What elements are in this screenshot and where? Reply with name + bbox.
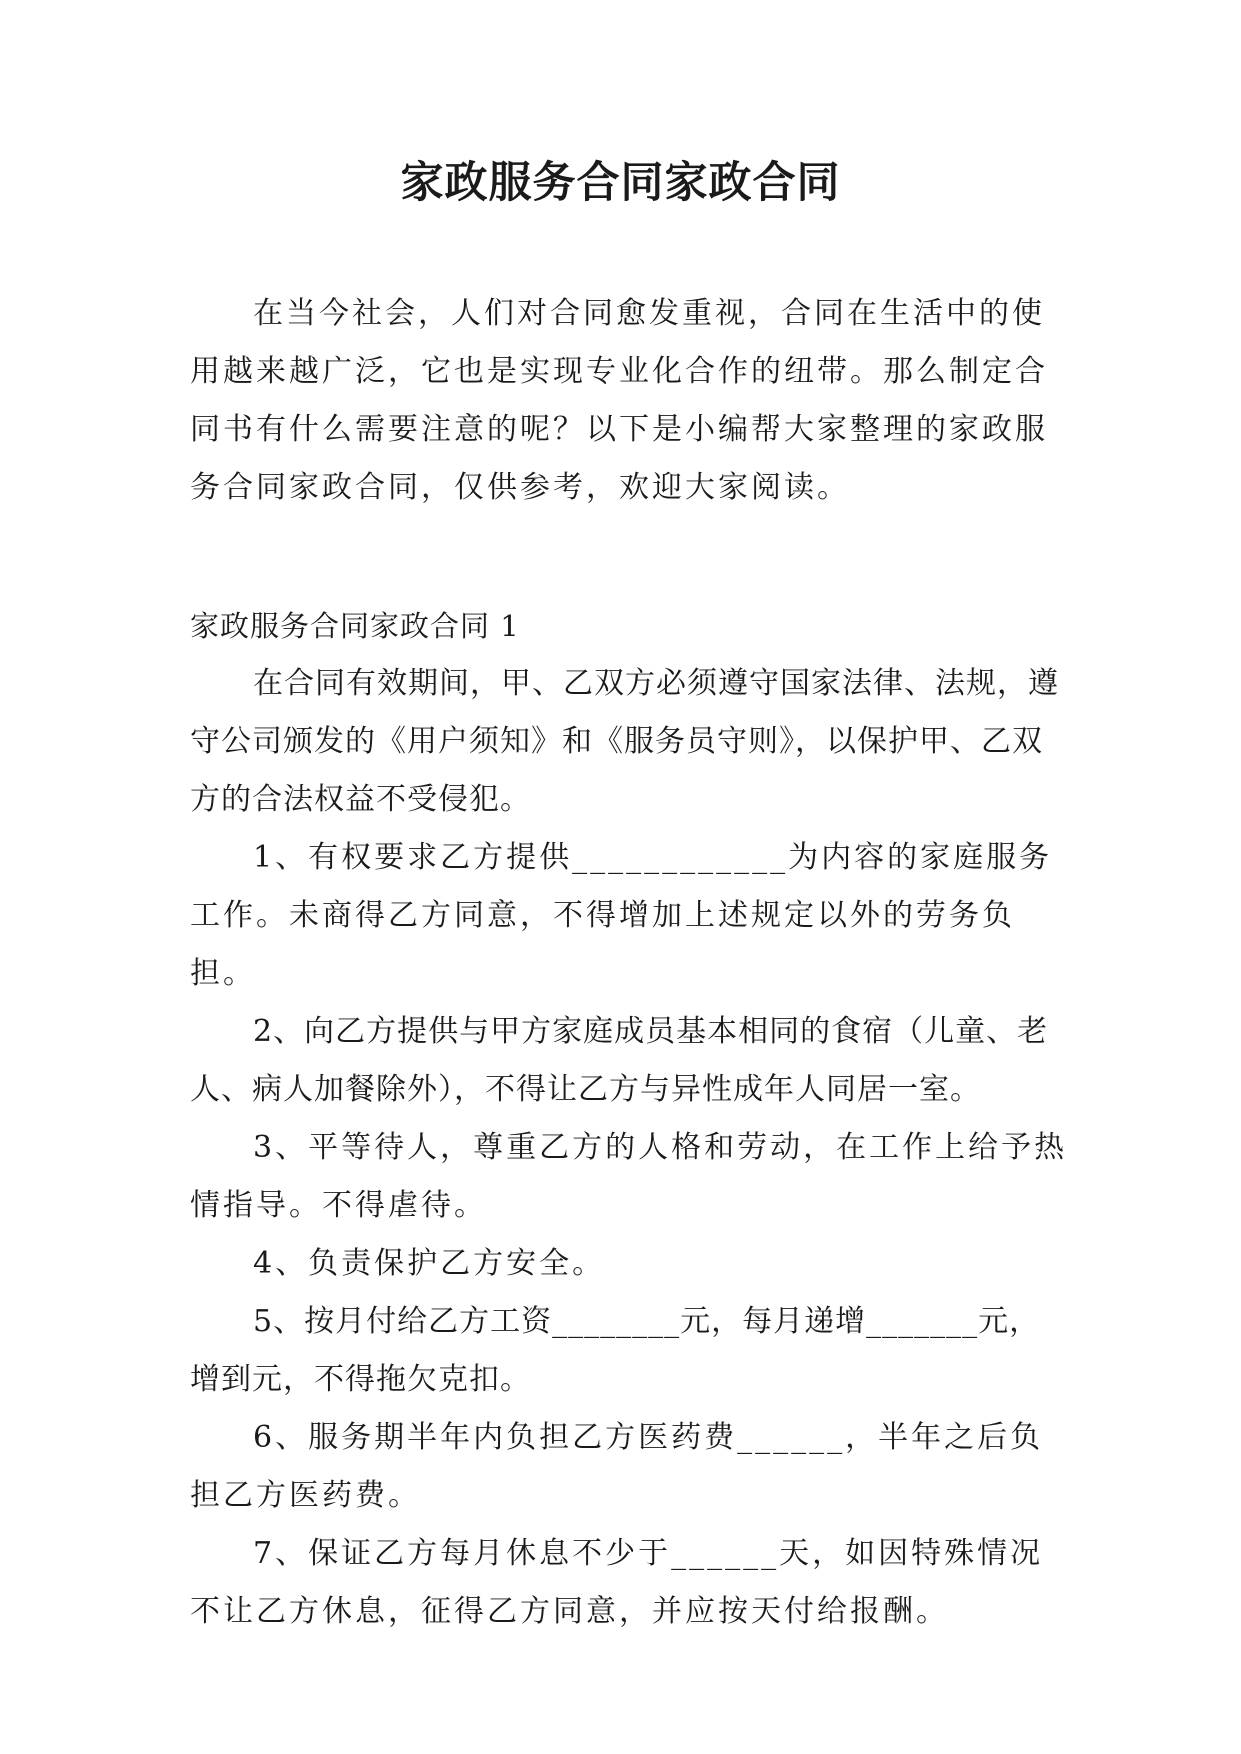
clause-item-7: 7、保证乙方每月休息不少于______天，如因特殊情况不让乙方休息，征得乙方同意，并应按天付给报酬。 [190,1536,1044,1629]
clause-item-2: 2、向乙方提供与甲方家庭成员基本相同的食宿（儿童、老人、病人加餐除外），不得让乙方与异性成年人同居一室。 [190,1014,1049,1107]
document-body [190,285,1070,1641]
document-title: 家政服务合同家政合同 [400,158,841,208]
clause-item-5: 5、按月付给乙方工资________元，每月递增_______元，增到元，不得拖欠克扣。 [190,1304,1041,1397]
clause-item-1: 1、有权要求乙方提供____________为内容的家庭服务工作。未商得乙方同意，不得增加上述规定以外的劳务负担。 [190,840,1053,991]
clause-item-4: 4、负责保护乙方安全。 [253,1246,606,1281]
clause-item-6: 6、服务期半年内负担乙方医药费______，半年之后负担乙方医药费。 [190,1420,1044,1513]
intro-paragraph: 在当今社会，人们对合同愈发重视，合同在生活中的使用越来越广泛，它也是实现专业化合作的纽带。那么制定合同书有什么需要注意的呢？以下是小编帮大家整理的家政服务合同家政合同，仅供参考，欢迎大家阅读。 [190,296,1048,505]
clause-paragraph: 在合同有效期间，甲、乙双方必须遵守国家法律、法规，遵守公司颁发的《用户须知》和《服务员守则》，以保护甲、乙双方的合法权益不受侵犯。 [190,666,1059,817]
section-heading: 家政服务合同家政合同 1 [190,609,520,643]
clause-item-3: 3、平等待人，尊重乙方的人格和劳动，在工作上给予热情指导。不得虐待。 [190,1130,1068,1223]
